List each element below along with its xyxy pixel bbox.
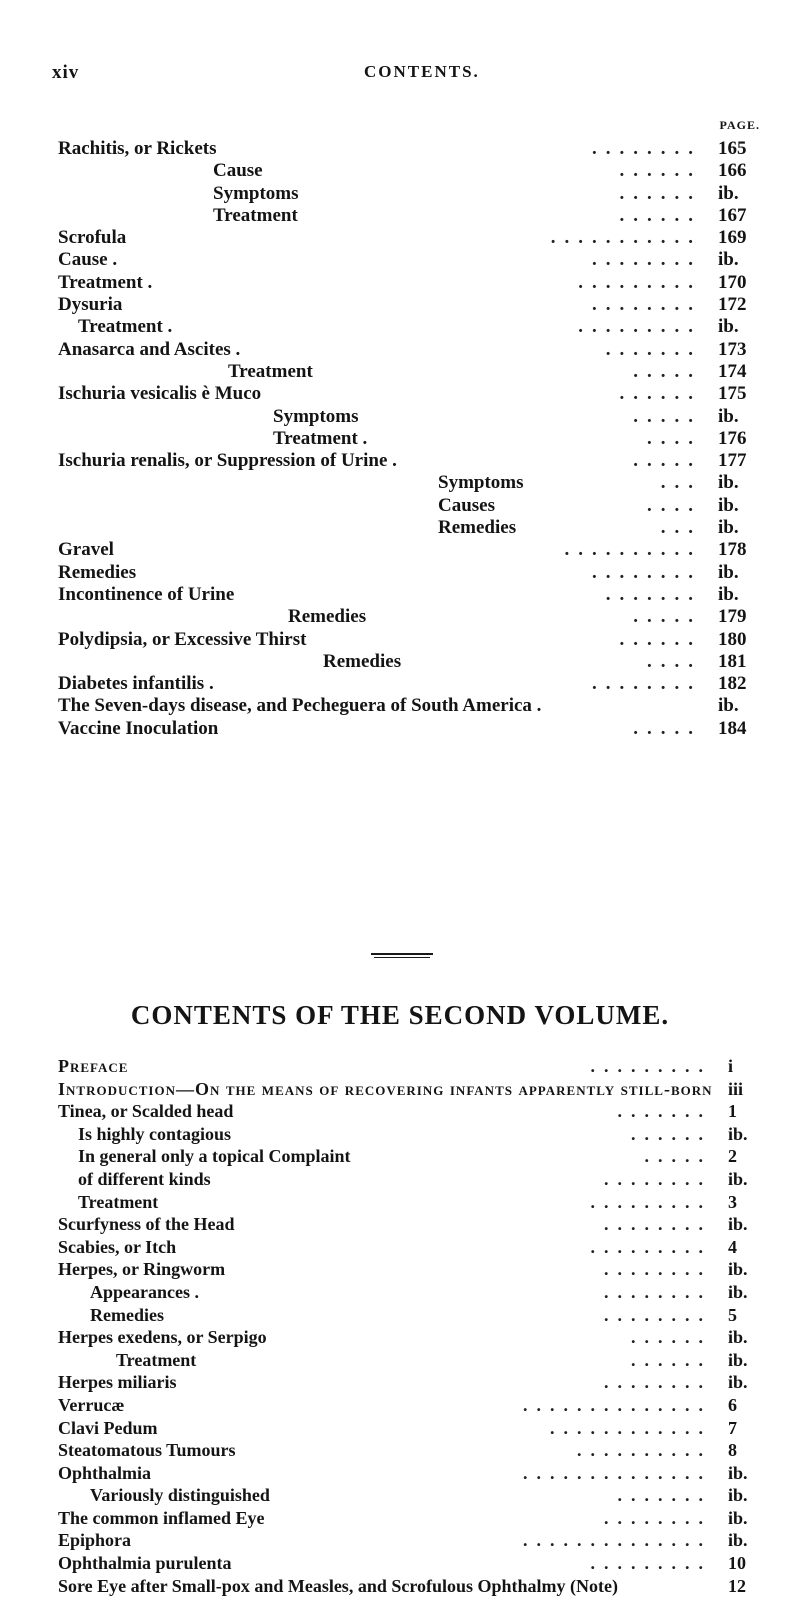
toc-entry-title: Incontinence of Urine: [58, 583, 235, 605]
toc-entry-title: Ischuria renalis, or Suppression of Urine .: [58, 450, 397, 472]
toc-entry: [58, 1191, 762, 1214]
toc-entry: [58, 1168, 762, 1191]
dot-leader: ......: [619, 160, 702, 182]
toc-entry: [58, 183, 762, 205]
dot-leader: .........: [590, 1236, 712, 1257]
running-head: [52, 62, 752, 86]
toc-entry-title: Herpes miliaris: [58, 1372, 177, 1393]
toc-entry-page: 5: [728, 1304, 737, 1325]
toc-entry: [58, 629, 762, 651]
toc-entry-page: 169: [718, 227, 747, 249]
dot-leader: ........: [604, 1259, 712, 1280]
toc-entry-title: Verrucæ: [58, 1394, 125, 1415]
toc-entry-title: Scrofula: [58, 227, 127, 249]
dot-leader: ............: [550, 1417, 712, 1438]
dot-leader: .....: [633, 405, 702, 427]
toc-entry: [58, 406, 762, 428]
dot-leader: .......: [605, 338, 702, 360]
dot-leader: .....: [633, 606, 702, 628]
toc-entry: [58, 517, 762, 539]
running-title: CONTENTS.: [364, 62, 480, 81]
toc-entry-title: Symptoms: [273, 405, 359, 427]
toc-entry-title: Scabies, or Itch: [58, 1236, 177, 1257]
dot-leader: ...........: [550, 227, 702, 249]
toc-entry: [58, 1371, 762, 1394]
dot-leader: ........: [604, 1507, 712, 1528]
toc-entry-title: Causes: [438, 494, 496, 516]
contents-volume-two: [58, 1055, 762, 1597]
dot-leader: ......: [619, 182, 702, 204]
toc-entry: [58, 1439, 762, 1462]
toc-entry-page: 8: [728, 1440, 737, 1461]
toc-entry-page: 166: [718, 160, 747, 182]
toc-entry: [58, 1552, 762, 1575]
toc-entry-title: Ophthalmia: [58, 1462, 152, 1483]
toc-entry-title: Remedies: [90, 1304, 164, 1325]
toc-entry: [58, 227, 762, 249]
toc-entry-page: ib.: [718, 472, 739, 494]
toc-entry-page: ib.: [718, 405, 739, 427]
dot-leader: ......: [631, 1123, 712, 1144]
toc-entry: [58, 1349, 762, 1372]
contents-volume-one: [58, 138, 762, 740]
toc-entry: [58, 1055, 762, 1078]
toc-entry: [58, 606, 762, 628]
toc-entry-title: Steatomatous Tumours: [58, 1440, 236, 1461]
toc-entry-title: Scurfyness of the Head: [58, 1214, 235, 1235]
toc-entry-title: Anasarca and Ascites .: [58, 338, 241, 360]
dot-leader: ........: [592, 294, 702, 316]
dot-leader: ......: [619, 204, 702, 226]
toc-entry-page: 2: [728, 1146, 737, 1167]
toc-entry: [58, 138, 762, 160]
toc-entry-title: Remedies: [58, 561, 137, 583]
toc-entry: [58, 1304, 762, 1327]
toc-entry-title: Diabetes infantilis .: [58, 673, 214, 695]
toc-entry-title: In general only a topical Complaint: [78, 1146, 351, 1167]
toc-entry: [58, 1394, 762, 1417]
toc-entry-page: ib.: [728, 1462, 748, 1483]
toc-entry-title: Cause .: [58, 249, 118, 271]
dot-leader: .......: [617, 1101, 712, 1122]
toc-entry-title: Treatment .: [273, 427, 368, 449]
dot-leader: ........: [592, 673, 702, 695]
dot-leader: ........: [604, 1214, 712, 1235]
toc-entry: [58, 718, 762, 740]
dot-leader: .....: [633, 360, 702, 382]
toc-entry-page: ib.: [718, 695, 739, 717]
toc-entry: [58, 316, 762, 338]
dot-leader: ........: [604, 1168, 712, 1189]
toc-entry-page: i: [728, 1056, 734, 1076]
toc-entry-title: Treatment: [78, 1191, 159, 1212]
dot-leader: ......: [619, 628, 702, 650]
second-volume-heading: CONTENTS OF THE SECOND VOLUME.: [130, 1000, 670, 1030]
dot-leader: ......: [619, 383, 702, 405]
toc-entry-page: 177: [718, 450, 747, 472]
dot-leader: ........: [592, 561, 702, 583]
dot-leader: ........: [604, 1281, 712, 1302]
toc-entry-page: ib.: [728, 1259, 748, 1280]
toc-entry-title: Dysuria: [58, 294, 123, 316]
toc-entry-title: Tinea, or Scalded head: [58, 1101, 234, 1122]
toc-entry-title: Appearances .: [90, 1281, 199, 1302]
toc-entry-page: 175: [718, 383, 747, 405]
toc-entry-title: The common inflamed Eye: [58, 1507, 265, 1528]
toc-entry-title: Remedies: [438, 517, 517, 539]
toc-entry-page: ib.: [718, 561, 739, 583]
toc-entry-title: Variously distinguished: [90, 1485, 270, 1506]
dot-leader: .........: [578, 271, 702, 293]
toc-entry: [58, 584, 762, 606]
toc-entry-page: 167: [718, 204, 747, 226]
toc-entry-page: 176: [718, 427, 747, 449]
toc-entry-title: Treatment: [213, 204, 298, 226]
dot-leader: ...: [660, 472, 702, 494]
toc-entry-page: ib.: [718, 517, 739, 539]
toc-entry: [58, 1100, 762, 1123]
toc-entry-title: Symptoms: [438, 472, 524, 494]
toc-entry: [58, 1236, 762, 1259]
dot-leader: ....: [647, 494, 702, 516]
toc-entry-page: 173: [718, 338, 747, 360]
toc-entry-page: ib.: [728, 1485, 748, 1506]
toc-entry-title: Epiphora: [58, 1530, 132, 1551]
toc-entry-page: 1: [728, 1101, 737, 1122]
toc-entry-title: Treatment: [116, 1349, 197, 1370]
toc-entry: [58, 249, 762, 271]
toc-entry: [58, 1145, 762, 1168]
toc-entry-title: The Seven-days disease, and Pecheguera of South America .: [58, 695, 542, 717]
toc-entry-page: ib.: [728, 1281, 748, 1302]
toc-entry-page: 178: [718, 539, 747, 561]
toc-entry-title: Remedies: [288, 606, 367, 628]
toc-entry-title: Cause: [213, 160, 263, 182]
toc-entry-page: ib.: [728, 1327, 748, 1348]
toc-entry-title: Polydipsia, or Excessive Thirst: [58, 628, 307, 650]
toc-entry-page: ib.: [728, 1507, 748, 1528]
toc-entry-title: Herpes, or Ringworm: [58, 1259, 226, 1280]
dot-leader: .........: [590, 1553, 712, 1574]
toc-entry-page: ib.: [728, 1372, 748, 1393]
section-rule: [371, 953, 433, 955]
toc-entry-page: ib.: [728, 1168, 748, 1189]
toc-entry: [58, 450, 762, 472]
toc-entry-page: 181: [718, 650, 747, 672]
dot-leader: ..............: [523, 1530, 712, 1551]
toc-entry-title: Remedies: [323, 650, 402, 672]
toc-entry: [58, 1529, 762, 1552]
toc-entry: [58, 1326, 762, 1349]
toc-entry: [58, 1462, 762, 1485]
toc-entry: [58, 539, 762, 561]
toc-entry-title: Gravel: [58, 539, 114, 561]
toc-entry: [58, 472, 762, 494]
toc-entry: [58, 562, 762, 584]
toc-entry-title: Is highly contagious: [78, 1123, 232, 1144]
toc-entry-title: Herpes exedens, or Serpigo: [58, 1327, 267, 1348]
toc-entry-page: ib.: [718, 182, 739, 204]
page-number: xiv: [52, 62, 80, 83]
toc-entry: [58, 1484, 762, 1507]
dot-leader: .........: [578, 316, 702, 338]
dot-leader: .......: [617, 1485, 712, 1506]
toc-entry-page: ib.: [728, 1123, 748, 1144]
toc-entry-page: ib.: [728, 1349, 748, 1370]
toc-entry-page: ib.: [718, 583, 739, 605]
toc-entry: [58, 339, 762, 361]
toc-entry-page: 12: [728, 1575, 746, 1596]
toc-entry-page: ib.: [728, 1214, 748, 1235]
toc-entry-page: 4: [728, 1236, 737, 1257]
toc-entry-page: 182: [718, 673, 747, 695]
dot-leader: ........: [592, 249, 702, 271]
section-rule-thin: [374, 957, 430, 958]
dot-leader: ........: [604, 1304, 712, 1325]
dot-leader: ....: [647, 650, 702, 672]
toc-entry: [58, 160, 762, 182]
page-column-heading: PAGE.: [719, 118, 760, 132]
dot-leader: ........: [592, 138, 702, 159]
toc-entry-page: ib.: [718, 494, 739, 516]
toc-entry: [58, 495, 762, 517]
toc-entry: [58, 1078, 762, 1101]
dot-leader: .....: [633, 450, 702, 472]
toc-entry-title: Sore Eye after Small-pox and Measles, and Scrofulous Ophthalmy (Note): [58, 1575, 619, 1596]
toc-entry-page: 172: [718, 294, 747, 316]
toc-entry-page: 180: [718, 628, 747, 650]
dot-leader: .........: [590, 1191, 712, 1212]
toc-entry-title: Symptoms: [213, 182, 299, 204]
dot-leader: ..............: [523, 1462, 712, 1483]
toc-entry-page: 7: [728, 1417, 737, 1438]
dot-leader: ........: [604, 1372, 712, 1393]
dot-leader: ..........: [577, 1440, 712, 1461]
dot-leader: .....: [633, 717, 702, 739]
toc-entry-page: 10: [728, 1553, 746, 1574]
toc-entry-page: 179: [718, 606, 747, 628]
toc-entry-title: Rachitis, or Rickets: [58, 138, 217, 159]
toc-entry: [58, 651, 762, 673]
toc-entry: [58, 695, 762, 717]
toc-entry-title: Preface: [58, 1056, 129, 1076]
toc-entry-title: Treatment .: [58, 271, 153, 293]
toc-entry: [58, 428, 762, 450]
toc-entry: [58, 1281, 762, 1304]
dot-leader: ....: [647, 427, 702, 449]
dot-leader: .....: [644, 1146, 712, 1167]
dot-leader: ......: [631, 1327, 712, 1348]
toc-entry: [58, 1258, 762, 1281]
toc-entry-title: Ophthalmia purulenta: [58, 1553, 232, 1574]
toc-entry: [58, 1507, 762, 1530]
toc-entry: [58, 383, 762, 405]
toc-entry-page: ib.: [728, 1530, 748, 1551]
toc-entry: [58, 1123, 762, 1146]
toc-entry-title: of different kinds: [78, 1168, 211, 1189]
toc-entry-title: Ischuria vesicalis è Muco: [58, 383, 262, 405]
toc-entry: [58, 1213, 762, 1236]
toc-entry-page: ib.: [718, 249, 739, 271]
toc-entry-page: iii: [728, 1078, 744, 1099]
toc-entry-title: Vaccine Inoculation: [58, 717, 219, 739]
dot-leader: ...: [660, 517, 702, 539]
toc-entry-title: Introduction—On the means of recovering infants apparently still-born: [58, 1078, 713, 1099]
dot-leader: ......: [631, 1349, 712, 1370]
toc-entry-page: 6: [728, 1394, 737, 1415]
toc-entry-page: 184: [718, 717, 747, 739]
toc-entry-title: Treatment: [228, 360, 313, 382]
dot-leader: .........: [590, 1056, 712, 1076]
dot-leader: .......: [605, 583, 702, 605]
toc-entry: [58, 294, 762, 316]
toc-entry: [58, 1575, 762, 1597]
toc-entry-page: 174: [718, 360, 747, 382]
toc-entry-page: 3: [728, 1191, 737, 1212]
toc-entry-title: Treatment .: [78, 316, 173, 338]
dot-leader: ..........: [564, 539, 702, 561]
toc-entry: [58, 673, 762, 695]
toc-entry: [58, 205, 762, 227]
toc-entry: [58, 361, 762, 383]
toc-entry-page: 170: [718, 271, 747, 293]
toc-entry-page: 165: [718, 138, 747, 159]
toc-entry: [58, 272, 762, 294]
toc-entry: [58, 1417, 762, 1440]
toc-entry-page: ib.: [718, 316, 739, 338]
dot-leader: ..............: [523, 1394, 712, 1415]
toc-entry-title: Clavi Pedum: [58, 1417, 158, 1438]
